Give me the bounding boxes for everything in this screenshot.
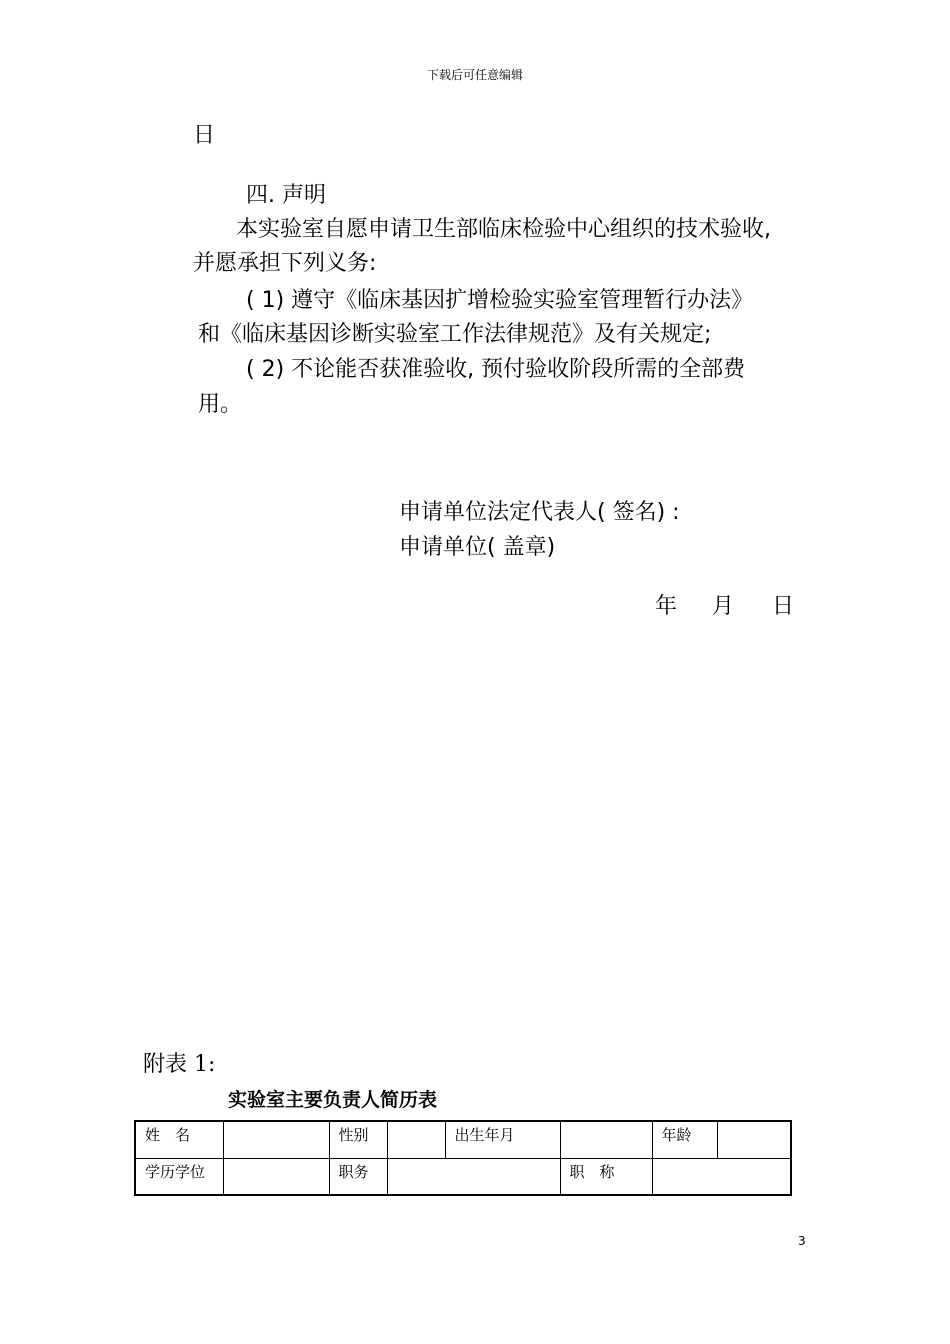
table-title: 实验室主要负责人简历表 bbox=[228, 1089, 438, 1111]
paragraph-line-1: 本实验室自愿申请卫生部临床检验中心组织的技术验收, bbox=[236, 217, 771, 242]
item-2-line-1: ( 2) 不论能否获准验收, 预付验收阶段所需的全部费 bbox=[246, 357, 746, 382]
item-2-line-2: 用。 bbox=[198, 392, 243, 417]
cell-education-label: 学历学位 bbox=[135, 1158, 223, 1195]
cell-gender-label: 性别 bbox=[329, 1121, 387, 1158]
date-day: 日 bbox=[772, 594, 795, 619]
cell-name-label: 姓 名 bbox=[135, 1121, 223, 1158]
item-1-line-1: ( 1) 遵守《临床基因扩增检验实验室管理暂行办法》 bbox=[246, 288, 754, 313]
cell-education-value bbox=[223, 1158, 329, 1195]
page-header: 下载后可任意编辑 bbox=[426, 68, 523, 82]
cell-position-label: 职务 bbox=[329, 1158, 387, 1195]
cell-age-label: 年龄 bbox=[652, 1121, 717, 1158]
cell-name-value bbox=[223, 1121, 329, 1158]
appendix-label: 附表 1: bbox=[143, 1052, 216, 1077]
continued-text-fragment: 日 bbox=[193, 123, 216, 148]
cell-birth-value bbox=[560, 1121, 652, 1158]
table-row bbox=[135, 1121, 791, 1158]
seal-line: 申请单位( 盖章) bbox=[399, 535, 556, 560]
date-year: 年 bbox=[655, 594, 678, 619]
cell-position-value bbox=[387, 1158, 560, 1195]
table-row bbox=[135, 1158, 791, 1195]
cell-gender-value bbox=[387, 1121, 445, 1158]
cell-title-value bbox=[652, 1158, 791, 1195]
cell-birth-label: 出生年月 bbox=[445, 1121, 560, 1158]
page-number: 3 bbox=[798, 1234, 806, 1248]
cell-title-label: 职 称 bbox=[560, 1158, 652, 1195]
item-1-line-2: 和《临床基因诊断实验室工作法律规范》及有关规定; bbox=[198, 322, 712, 347]
paragraph-line-2: 并愿承担下列义务: bbox=[193, 251, 377, 276]
signature-line: 申请单位法定代表人( 签名) : bbox=[399, 500, 680, 525]
section-heading: 四. 声明 bbox=[246, 183, 326, 208]
date-month: 月 bbox=[712, 594, 735, 619]
resume-table bbox=[134, 1120, 792, 1196]
cell-age-value bbox=[717, 1121, 791, 1158]
